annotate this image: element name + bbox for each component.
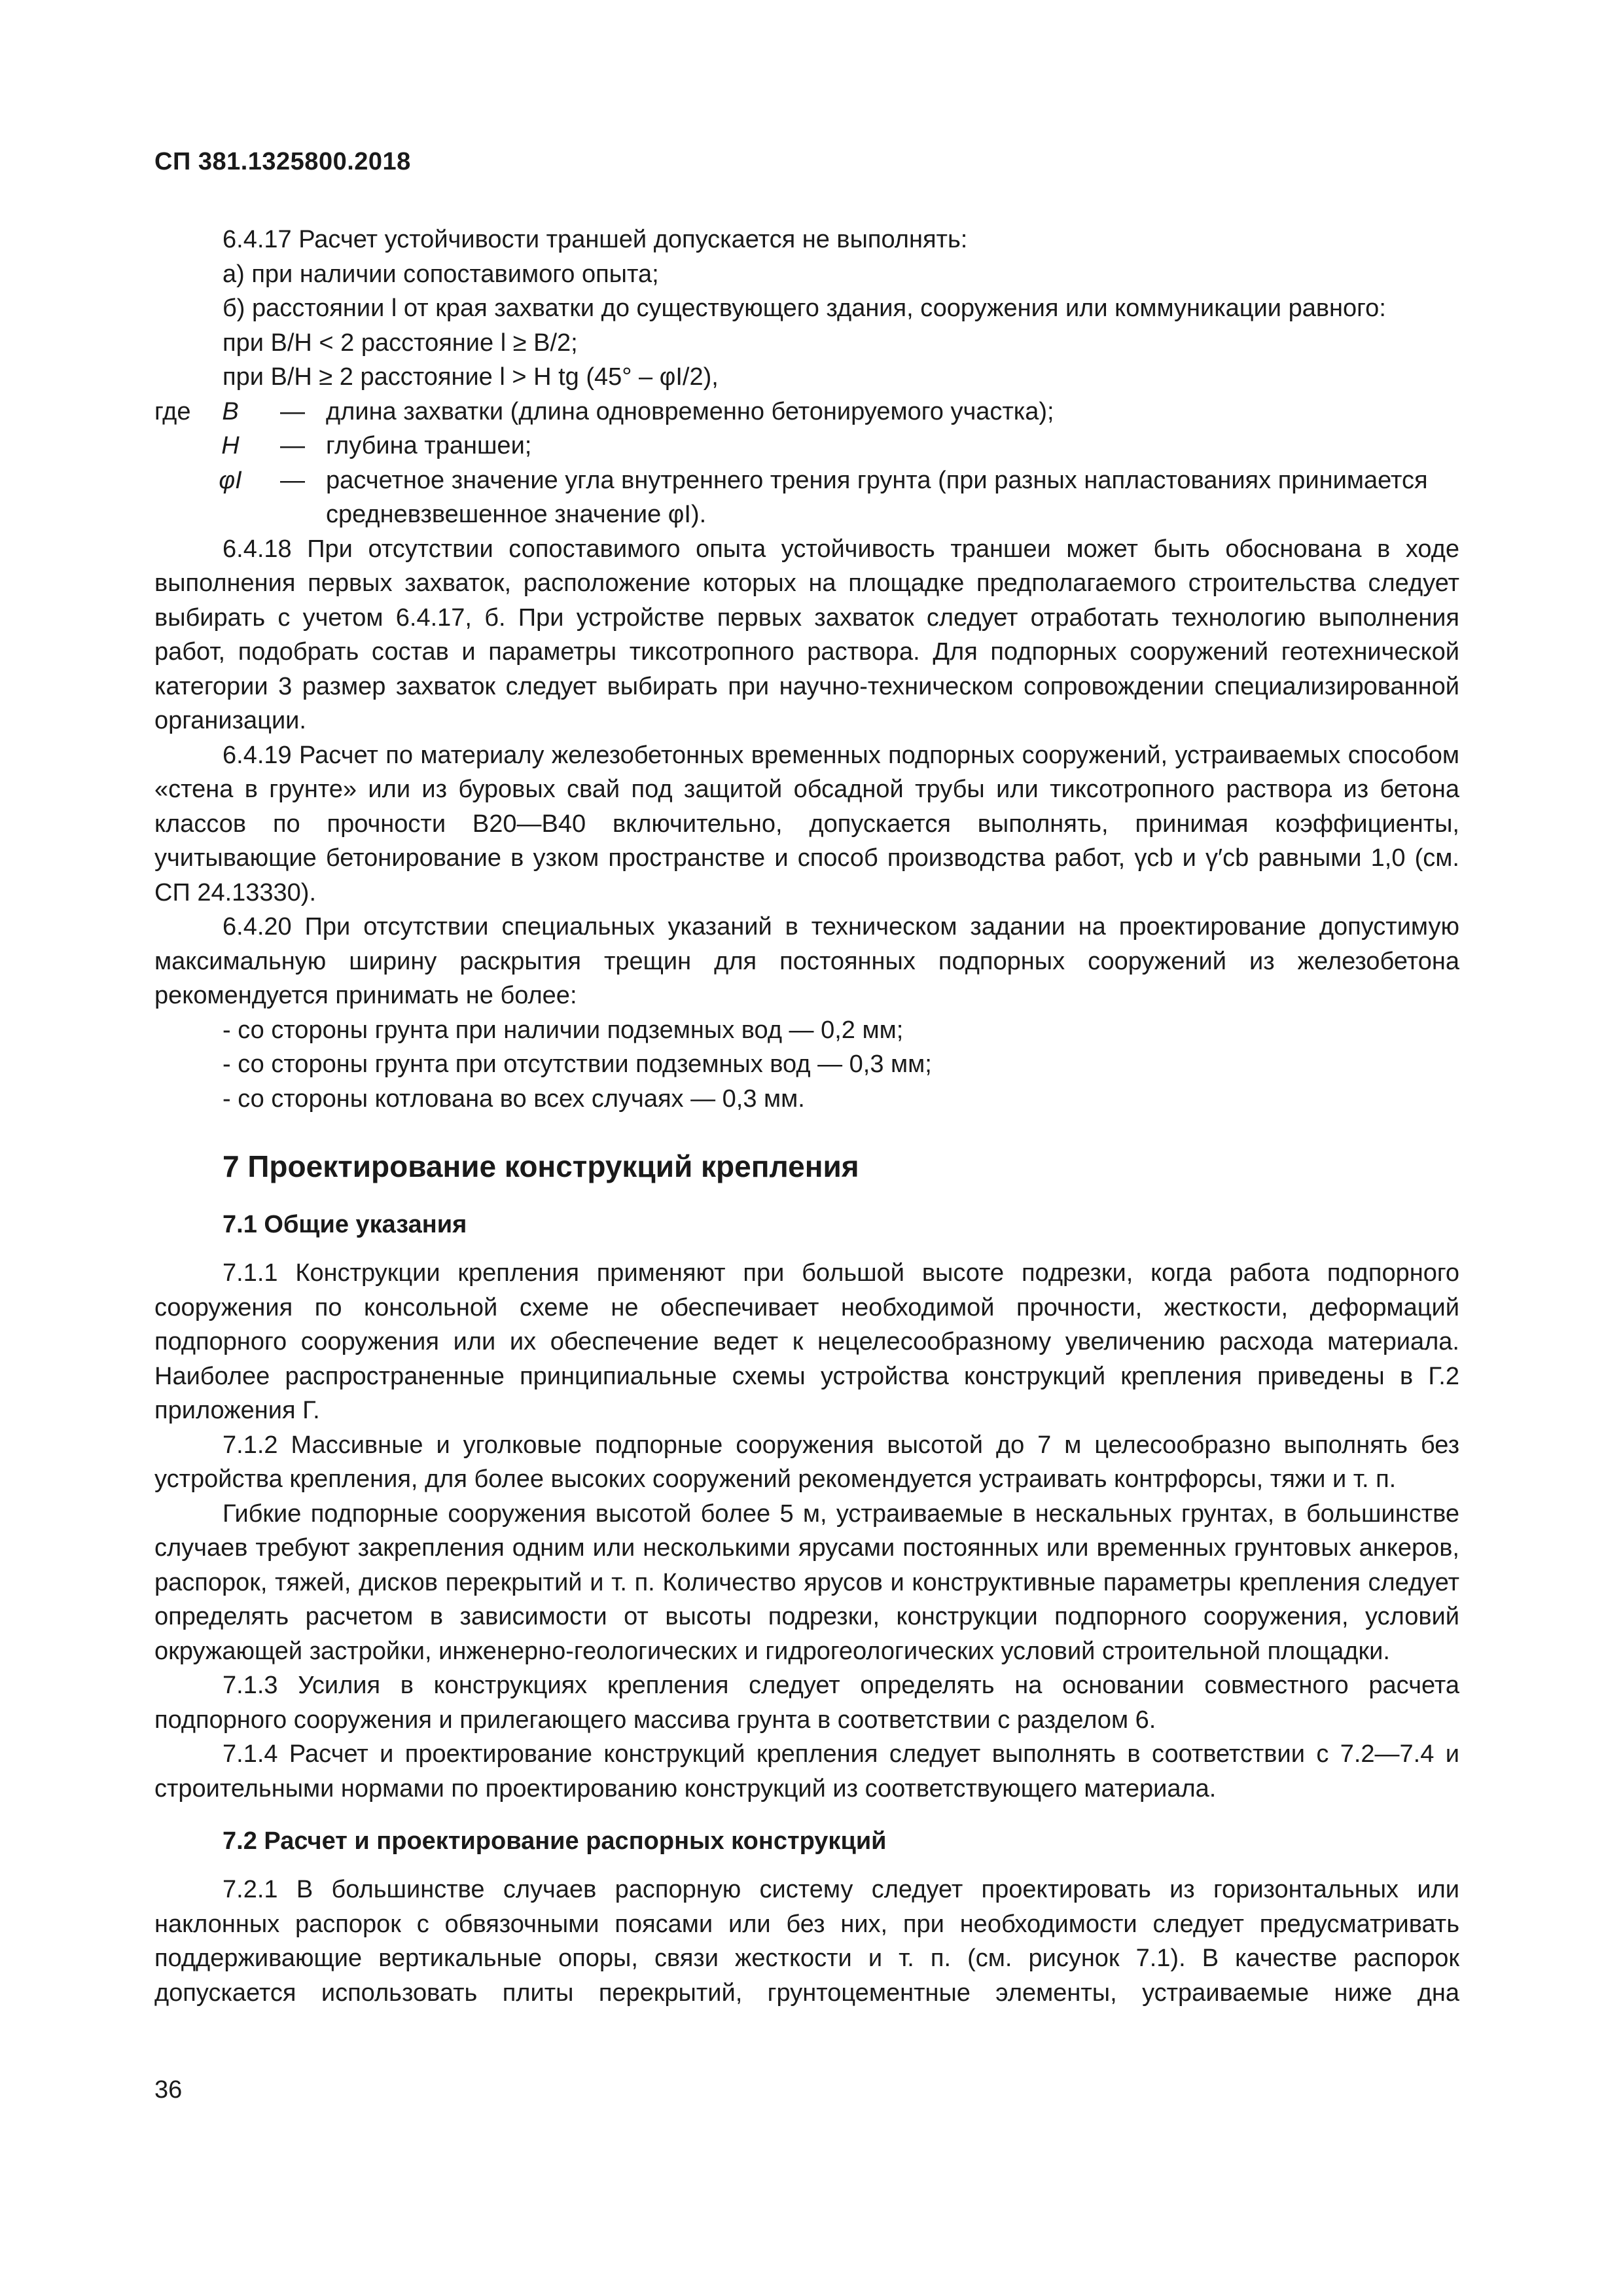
symbol-B: B: [222, 397, 239, 425]
definition-phi: φI — расчетное значение угла внутреннего трения грунта (при разных напластованиях принимается средневзвешенное значение φI).: [154, 463, 1459, 532]
where-label: где: [154, 397, 191, 425]
definition-B-text: длина захватки (длина одновременно бетонируемого участка);: [326, 397, 1054, 425]
symbol-H: H: [221, 432, 240, 459]
paragraph-7-1-2: 7.1.2 Массивные и уголковые подпорные сооружения высотой до 7 м целесообразно выполнять без устройства крепления, для более высоких сооружений рекомендуется устраивать контрфорсы, тяжи и т. п.: [154, 1431, 1459, 1493]
paragraph-7-1-4: 7.1.4 Расчет и проектирование конструкций крепления следует выполнять в соответствии с 7.2—7.4 и строительными нормами по проектированию конструкций из соответствующего материала.: [154, 1740, 1459, 1803]
list-item: - со стороны грунта при отсутствии подземных вод — 0,3 мм;: [223, 1050, 932, 1078]
document-code: СП 381.1325800.2018: [154, 148, 411, 175]
crack-width-list: [154, 1013, 1459, 1117]
paragraph-6-4-20: 6.4.20 При отсутствии специальных указаний в техническом задании на проектирование допустимую максимальную ширину раскрытия трещин для постоянных подпорных сооружений из железобетона рекомендуется принимать не более:: [154, 913, 1459, 1009]
symbol-phi: φI: [219, 466, 242, 494]
subsection-7-2-heading: 7.2 Расчет и проектирование распорных конструкций: [223, 1827, 887, 1855]
item-b: б) расстоянии l от края захватки до существующего здания, сооружения или коммуникации равного:: [223, 295, 1386, 322]
paragraph-6-4-19: 6.4.19 Расчет по материалу железобетонных временных подпорных сооружений, устраиваемых способом «стена в грунте» или из буровых свай под защитой обсадной трубы или тиксотропного раствора из бетона классов по прочности В20—В40 включительно, допускается выполнять, принимая коэффициенты, учитывающие бетонирование в узком пространстве и способ производства работ, γcb и γ′cb равными 1,0 (см. СП 24.13330).: [154, 741, 1459, 906]
condition-2: при B/H ≥ 2 расстояние l > H tg (45° – φI/2),: [223, 363, 719, 391]
definition-B: где B — длина захватки (длина одновременно бетонируемого участка);: [154, 395, 1459, 429]
list-item: - со стороны грунта при наличии подземных вод — 0,2 мм;: [223, 1016, 904, 1044]
definition-H-text: глубина траншеи;: [326, 432, 532, 459]
page-body: [154, 223, 1459, 2010]
definitions-list: [154, 395, 1459, 532]
list-item: - со стороны котлована во всех случаях — 0,3 мм.: [223, 1085, 805, 1113]
condition-1: при B/H < 2 расстояние l ≥ B/2;: [223, 329, 578, 357]
item-a: а) при наличии сопоставимого опыта;: [223, 260, 659, 288]
paragraph-6-4-18: 6.4.18 При отсутствии сопоставимого опыта устойчивость траншеи может быть обоснована в ходе выполнения первых захваток, расположение которых на площадке предполагаемого строительства следует выбирать с учетом 6.4.17, б. При устройстве первых захваток следует отработать технологию выполнения работ, подобрать состав и параметры тиксотропного раствора. Для подпорных сооружений геотехнической категории 3 размер захваток следует выбирать при научно-техническом сопровождении специализированной организации.: [154, 535, 1459, 734]
paragraph-6-4-17-intro: 6.4.17 Расчет устойчивости траншей допускается не выполнять:: [223, 226, 968, 253]
section-7-heading: 7 Проектирование конструкций крепления: [223, 1149, 859, 1183]
paragraph-7-1-2-flexible: Гибкие подпорные сооружения высотой более 5 м, устраиваемые в нескальных грунтах, в большинстве случаев требуют закрепления одним или несколькими ярусами постоянных или временных грунтовых анкеров, распорок, тяжей, дисков перекрытий и т. п. Количество ярусов и конструктивные параметры крепления следует определять расчетом в зависимости от высоты подрезки, конструкции подпорного сооружения, условий окружающей застройки, инженерно-геологических и гидрогеологических условий строительной площадки.: [154, 1499, 1459, 1665]
subsection-7-1-heading: 7.1 Общие указания: [223, 1211, 467, 1238]
paragraph-7-2-1: 7.2.1 В большинстве случаев распорную систему следует проектировать из горизонтальных или наклонных распорок с обвязочными поясами или без них, при необходимости следует предусматривать поддерживающие вертикальные опоры, связи жесткости и т. п. (см. рисунок 7.1). В качестве распорок допускается использовать плиты перекрытий, грунтоцементные элементы, устраиваемые ниже дна: [154, 1876, 1459, 2007]
paragraph-7-1-3: 7.1.3 Усилия в конструкциях крепления следует определять на основании совместного расчета подпорного сооружения и прилегающего массива грунта в соответствии с разделом 6.: [154, 1672, 1459, 1734]
paragraph-7-1-1: 7.1.1 Конструкции крепления применяют при большой высоте подрезки, когда работа подпорного сооружения по консольной схеме не обеспечивает необходимой прочности, жесткости, деформаций подпорного сооружения или их обеспечение ведет к нецелесообразному увеличению расхода материала. Наиболее распространенные принципиальные схемы устройства конструкций крепления приведены в Г.2 приложения Г.: [154, 1259, 1459, 1424]
definition-phi-text: расчетное значение угла внутреннего трения грунта (при разных напластованиях принимается средневзвешенное значение φI).: [326, 466, 1428, 528]
definition-H: H — глубина траншеи;: [154, 429, 1459, 463]
page-number: 36: [154, 2076, 183, 2104]
